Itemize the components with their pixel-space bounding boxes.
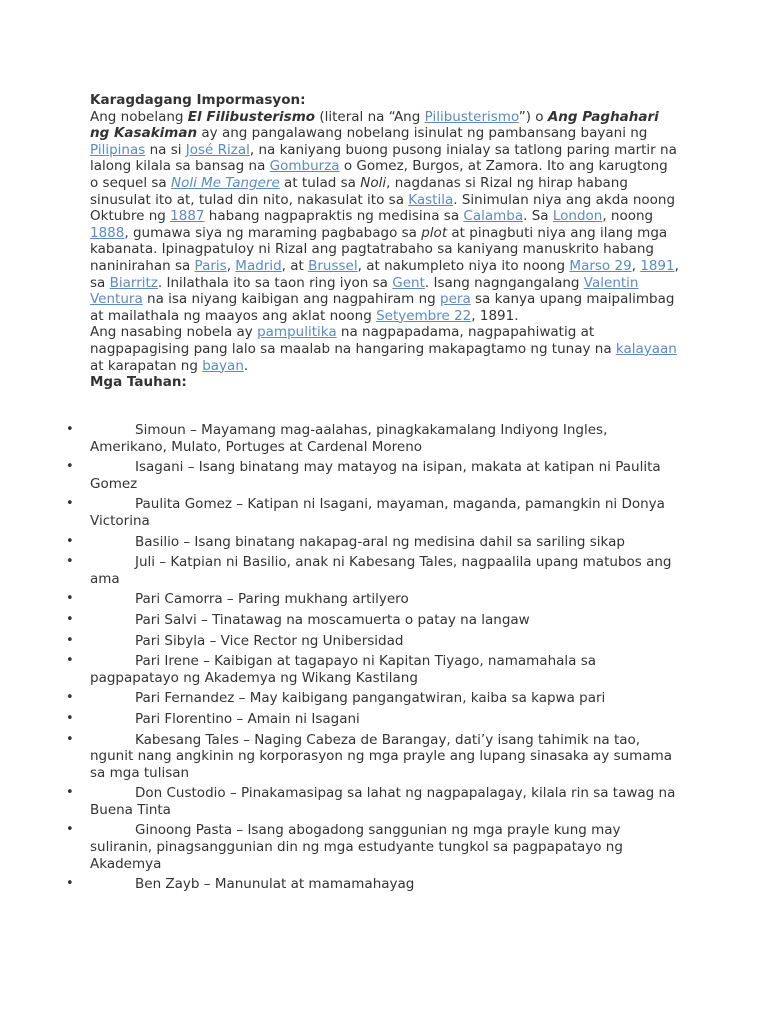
character-item xyxy=(0,711,768,728)
inline-link[interactable]: Calamba xyxy=(463,208,524,225)
inline-link[interactable]: Gomburza xyxy=(269,158,340,175)
bullet-icon: • xyxy=(66,459,74,475)
characters-heading: Mga Tauhan: xyxy=(90,374,187,391)
inline-link[interactable]: Marso 29 xyxy=(569,257,632,274)
character-text: Juli – Katpian ni Basilio, anak ni Kabesang Tales, nagpaalila upang matubos ang ama xyxy=(90,554,672,587)
text-run: . Isang nagngangalang xyxy=(424,274,584,291)
character-text: Ginoong Pasta – Isang abogadong sanggunian ng mga prayle kung may suliranin, pinagsanggunian din ng mga estudyante tungkol sa pagpapatayo ng Akademya xyxy=(90,822,623,872)
character-item xyxy=(0,633,768,650)
text-run: ”) o xyxy=(518,108,548,125)
text-run: at karapatan ng xyxy=(90,357,203,374)
character-text: Don Custodio – Pinakamasipag sa lahat ng nagpapalagay, kilala rin sa tawag na Buena Tinta xyxy=(90,785,676,818)
text-run: , xyxy=(631,257,641,274)
text-run: . Inilathala ito sa taon ring iyon sa xyxy=(157,274,393,291)
emphasized-text: Ang Paghahari ng Kasakiman xyxy=(90,108,659,142)
text-run: , sa xyxy=(90,257,679,291)
character-text: Pari Irene – Kaibigan at tagapayo ni Kapitan Tiyago, namamahala sa pagpapatayo ng Akademya ng Wikang Kastilang xyxy=(90,653,597,686)
character-item xyxy=(0,876,768,893)
inline-link[interactable]: 1888 xyxy=(90,224,125,241)
inline-link[interactable]: Paris xyxy=(194,257,227,274)
character-text: Pari Salvi – Tinatawag na moscamuerta o patay na langaw xyxy=(135,611,530,628)
inline-link[interactable]: Biarritz xyxy=(109,274,158,291)
bullet-icon: • xyxy=(66,822,74,838)
text-run: sa kanya upang maipalimbag at mailathala ng maayos ang aklat noong xyxy=(90,291,675,324)
intro-paragraph xyxy=(90,109,680,325)
emphasized-text: Noli xyxy=(360,174,387,191)
characters-list xyxy=(0,422,768,897)
text-run: na nagpapadama, nagpapahiwatig at nagpapagising pang lalo sa maalab na hangaring makapagtamo ng tunay na xyxy=(90,324,616,357)
bullet-icon: • xyxy=(66,653,74,669)
character-text: Pari Fernandez – May kaibigang pangangatwiran, kaiba sa kapwa pari xyxy=(135,690,606,707)
character-item xyxy=(0,732,768,782)
text-run: , 1891. xyxy=(471,307,519,324)
text-run: , nagdanas si Rizal ng hirap habang sinusulat ito at, tulad din nito, nakasulat ito sa xyxy=(90,174,628,208)
text-run: . Sa xyxy=(523,208,553,225)
text-run: na si xyxy=(145,141,186,158)
inline-link[interactable]: Noli Me Tangere xyxy=(170,174,280,191)
character-item xyxy=(0,822,768,872)
character-text: Simoun – Mayamang mag-aalahas, pinagkakamalang Indiyong Ingles, Amerikano, Mulato, Portuges at Cardenal Moreno xyxy=(90,422,608,455)
character-text: Basilio – Isang binatang nakapag-aral ng medisina dahil sa sariling sikap xyxy=(135,533,625,550)
bullet-icon: • xyxy=(66,422,74,437)
text-run: , at xyxy=(281,257,309,274)
inline-link[interactable]: Kastila xyxy=(408,191,454,208)
text-run: Ang nobelang xyxy=(90,108,188,125)
character-item xyxy=(0,591,768,608)
inline-link[interactable]: Setyembre 22 xyxy=(376,307,472,324)
character-item xyxy=(0,534,768,551)
character-item xyxy=(0,459,768,492)
bullet-icon: • xyxy=(66,554,74,570)
inline-link[interactable]: Valentin Ventura xyxy=(90,274,639,308)
text-run: na isa niyang kaibigan ang nagpahiram ng xyxy=(142,291,441,308)
inline-link[interactable]: London xyxy=(552,208,603,225)
inline-link[interactable]: Madrid xyxy=(235,257,282,274)
bullet-icon: • xyxy=(66,731,74,747)
character-item xyxy=(0,422,768,455)
text-run: (literal na “Ang xyxy=(315,108,425,125)
inline-link[interactable]: 1891 xyxy=(640,257,675,274)
text-run: . Sinimulan niya ang akda noong Oktubre ng xyxy=(90,191,676,225)
character-text: Pari Camorra – Paring mukhang artilyero xyxy=(135,591,409,608)
text-run: habang nagpapraktis ng medisina sa xyxy=(204,208,464,225)
text-run: , noong xyxy=(602,208,654,225)
character-item xyxy=(0,612,768,629)
character-text: Ben Zayb – Manunulat at mamamahayag xyxy=(135,876,415,893)
intro-paragraph-2 xyxy=(90,324,680,374)
character-text: Pari Florentino – Amain ni Isagani xyxy=(135,710,360,727)
inline-link[interactable]: kalayaan xyxy=(615,340,677,357)
bullet-icon: • xyxy=(66,632,74,648)
text-run: o Gomez, Burgos, at Zamora. Ito ang karugtong o sequel sa xyxy=(90,158,668,191)
inline-link[interactable]: José Rizal xyxy=(185,141,250,158)
inline-link[interactable]: 1887 xyxy=(170,208,205,225)
character-text: Pari Sibyla – Vice Rector ng Unibersidad xyxy=(135,632,404,649)
inline-link[interactable]: Pilipinas xyxy=(90,141,146,158)
bullet-icon: • xyxy=(66,533,74,549)
character-item xyxy=(0,554,768,587)
inline-link[interactable]: Pilibusterismo xyxy=(424,108,519,125)
section-heading: Karagdagang Impormasyon: xyxy=(90,92,306,108)
text-run: . xyxy=(243,357,249,374)
character-item xyxy=(0,690,768,707)
emphasized-text: El Filibusterismo xyxy=(187,108,316,125)
bullet-icon: • xyxy=(66,496,74,512)
bullet-icon: • xyxy=(66,876,74,892)
bullet-icon: • xyxy=(66,611,74,627)
text-run: at pinagbuti niya ang ilang mga kabanata. Ipinagpatuloy ni Rizal ang pagtatrabaho sa kaniyang manuskrito habang naninirahan sa xyxy=(90,224,668,274)
text-run: , gumawa siya ng maraming pagbabago sa xyxy=(124,224,422,241)
bullet-icon: • xyxy=(66,785,74,801)
bullet-icon: • xyxy=(66,710,74,726)
character-text: Paulita Gomez – Katipan ni Isagani, mayaman, maganda, pamangkin ni Donya Victorina xyxy=(90,496,665,529)
character-item xyxy=(0,496,768,529)
character-text: Isagani – Isang binatang may matayog na isipan, makata at katipan ni Paulita Gomez xyxy=(90,459,661,492)
text-run: , na kaniyang buong pusong inialay sa tatlong paring martir na lalong kilala sa bansag na xyxy=(90,141,677,175)
text-run: at tulad sa xyxy=(279,174,361,191)
text-run: Ang nasabing nobela ay xyxy=(90,324,258,341)
intro-section xyxy=(90,92,680,391)
inline-link[interactable]: pera xyxy=(440,291,471,308)
text-run: , at nakumpleto niya ito noong xyxy=(357,257,570,274)
inline-link[interactable]: bayan xyxy=(202,357,244,374)
text-run: ay ang pangalawang nobelang isinulat ng pambansang bayani ng xyxy=(197,125,648,142)
character-item xyxy=(0,653,768,686)
inline-link[interactable]: pampulitika xyxy=(257,324,337,341)
bullet-icon: • xyxy=(66,591,74,607)
inline-link[interactable]: Gent xyxy=(392,274,425,291)
character-item xyxy=(0,785,768,818)
inline-link[interactable]: Brussel xyxy=(308,257,358,274)
bullet-icon: • xyxy=(66,690,74,706)
text-run: , xyxy=(226,257,236,274)
emphasized-text: plot xyxy=(421,224,448,241)
character-text: Kabesang Tales – Naging Cabeza de Barangay, dati’y isang tahimik na tao, ngunit nang angkinin ng korporasyon ng mga prayle ang lupang sinasaka ay sumama sa mga tulisan xyxy=(90,731,673,781)
